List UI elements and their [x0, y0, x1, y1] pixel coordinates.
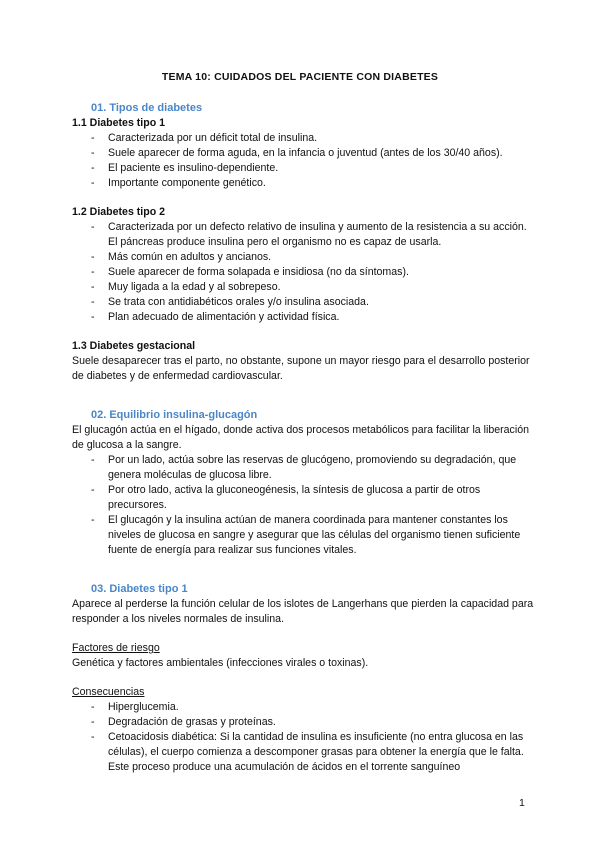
- page-number: 1: [519, 797, 525, 809]
- subheading-tipo1: 1.1 Diabetes tipo 1: [72, 117, 166, 129]
- subheading-factores-riesgo: Factores de riesgo: [72, 642, 160, 654]
- list-equilibrio: [72, 453, 536, 558]
- paragraph-factores: Genética y factores ambientales (infecciones virales o toxinas).: [72, 657, 369, 669]
- list-item: - Se trata con antidiabéticos orales y/o insulina asociada.: [72, 295, 536, 310]
- list-tipo2: [72, 220, 536, 325]
- list-item: - Por otro lado, activa la gluconeogénesis, la síntesis de glucosa a partir de otros precursores.: [72, 483, 536, 513]
- section-heading-equilibrio: 02. Equilibrio insulina-glucagón: [91, 409, 258, 421]
- paragraph-gestacional: Suele desaparecer tras el parto, no obstante, supone un mayor riesgo para el desarrollo posterior de diabetes y de enfermedad cardiovascular.: [72, 355, 530, 382]
- list-item: - El paciente es insulino-dependiente.: [72, 161, 536, 176]
- list-item: - Plan adecuado de alimentación y actividad física.: [72, 310, 536, 325]
- list-item: - El glucagón y la insulina actúan de manera coordinada para mantener constantes los niveles de glucosa en sangre y asegurar que las células del organismo tienen suficiente fuente de energía para realizar sus funciones vitales.: [72, 513, 536, 558]
- list-item: - Caracterizada por un defecto relativo de insulina y aumento de la resistencia a su acción. El páncreas produce insulina pero el organismo no es capaz de usarla.: [72, 220, 536, 250]
- page-title: TEMA 10: CUIDADOS DEL PACIENTE CON DIABETES: [161, 71, 439, 83]
- list-item: - Más común en adultos y ancianos.: [72, 250, 536, 265]
- list-tipo1: [72, 131, 536, 191]
- list-item: - Por un lado, actúa sobre las reservas de glucógeno, promoviendo su degradación, que genera moléculas de glucosa libre.: [72, 453, 536, 483]
- list-item: - Suele aparecer de forma aguda, en la infancia o juventud (antes de los 30/40 años).: [72, 146, 536, 161]
- list-consecuencias: [72, 700, 536, 775]
- document-body: [72, 101, 536, 775]
- subheading-gestacional: 1.3 Diabetes gestacional: [72, 340, 196, 352]
- list-item: - Caracterizada por un déficit total de insulina.: [72, 131, 536, 146]
- list-item: - Degradación de grasas y proteínas.: [72, 715, 536, 730]
- section-heading-tipos: 01. Tipos de diabetes: [91, 102, 203, 114]
- paragraph-langerhans: Aparece al perderse la función celular de los islotes de Langerhans que pierden la capacidad para responder a los niveles normales de insulina.: [72, 598, 534, 625]
- paragraph-glucagon: El glucagón actúa en el hígado, donde activa dos procesos metabólicos para facilitar la liberación de glucosa a la sangre.: [72, 424, 529, 451]
- list-item: - Cetoacidosis diabética: Si la cantidad de insulina es insuficiente (no entra glucosa en las células), el cuerpo comienza a descomponer grasas para obtener la energía que le falta. Este proceso produce una acumulación de ácidos en el torrente sanguíneo: [72, 730, 536, 775]
- subheading-consecuencias: Consecuencias: [72, 686, 145, 698]
- section-heading-tipo1: 03. Diabetes tipo 1: [91, 583, 188, 595]
- list-item: - Muy ligada a la edad y al sobrepeso.: [72, 280, 536, 295]
- subheading-tipo2: 1.2 Diabetes tipo 2: [72, 206, 166, 218]
- list-item: - Importante componente genético.: [72, 176, 536, 191]
- list-item: - Suele aparecer de forma solapada e insidiosa (no da síntomas).: [72, 265, 536, 280]
- list-item: - Hiperglucemia.: [72, 700, 536, 715]
